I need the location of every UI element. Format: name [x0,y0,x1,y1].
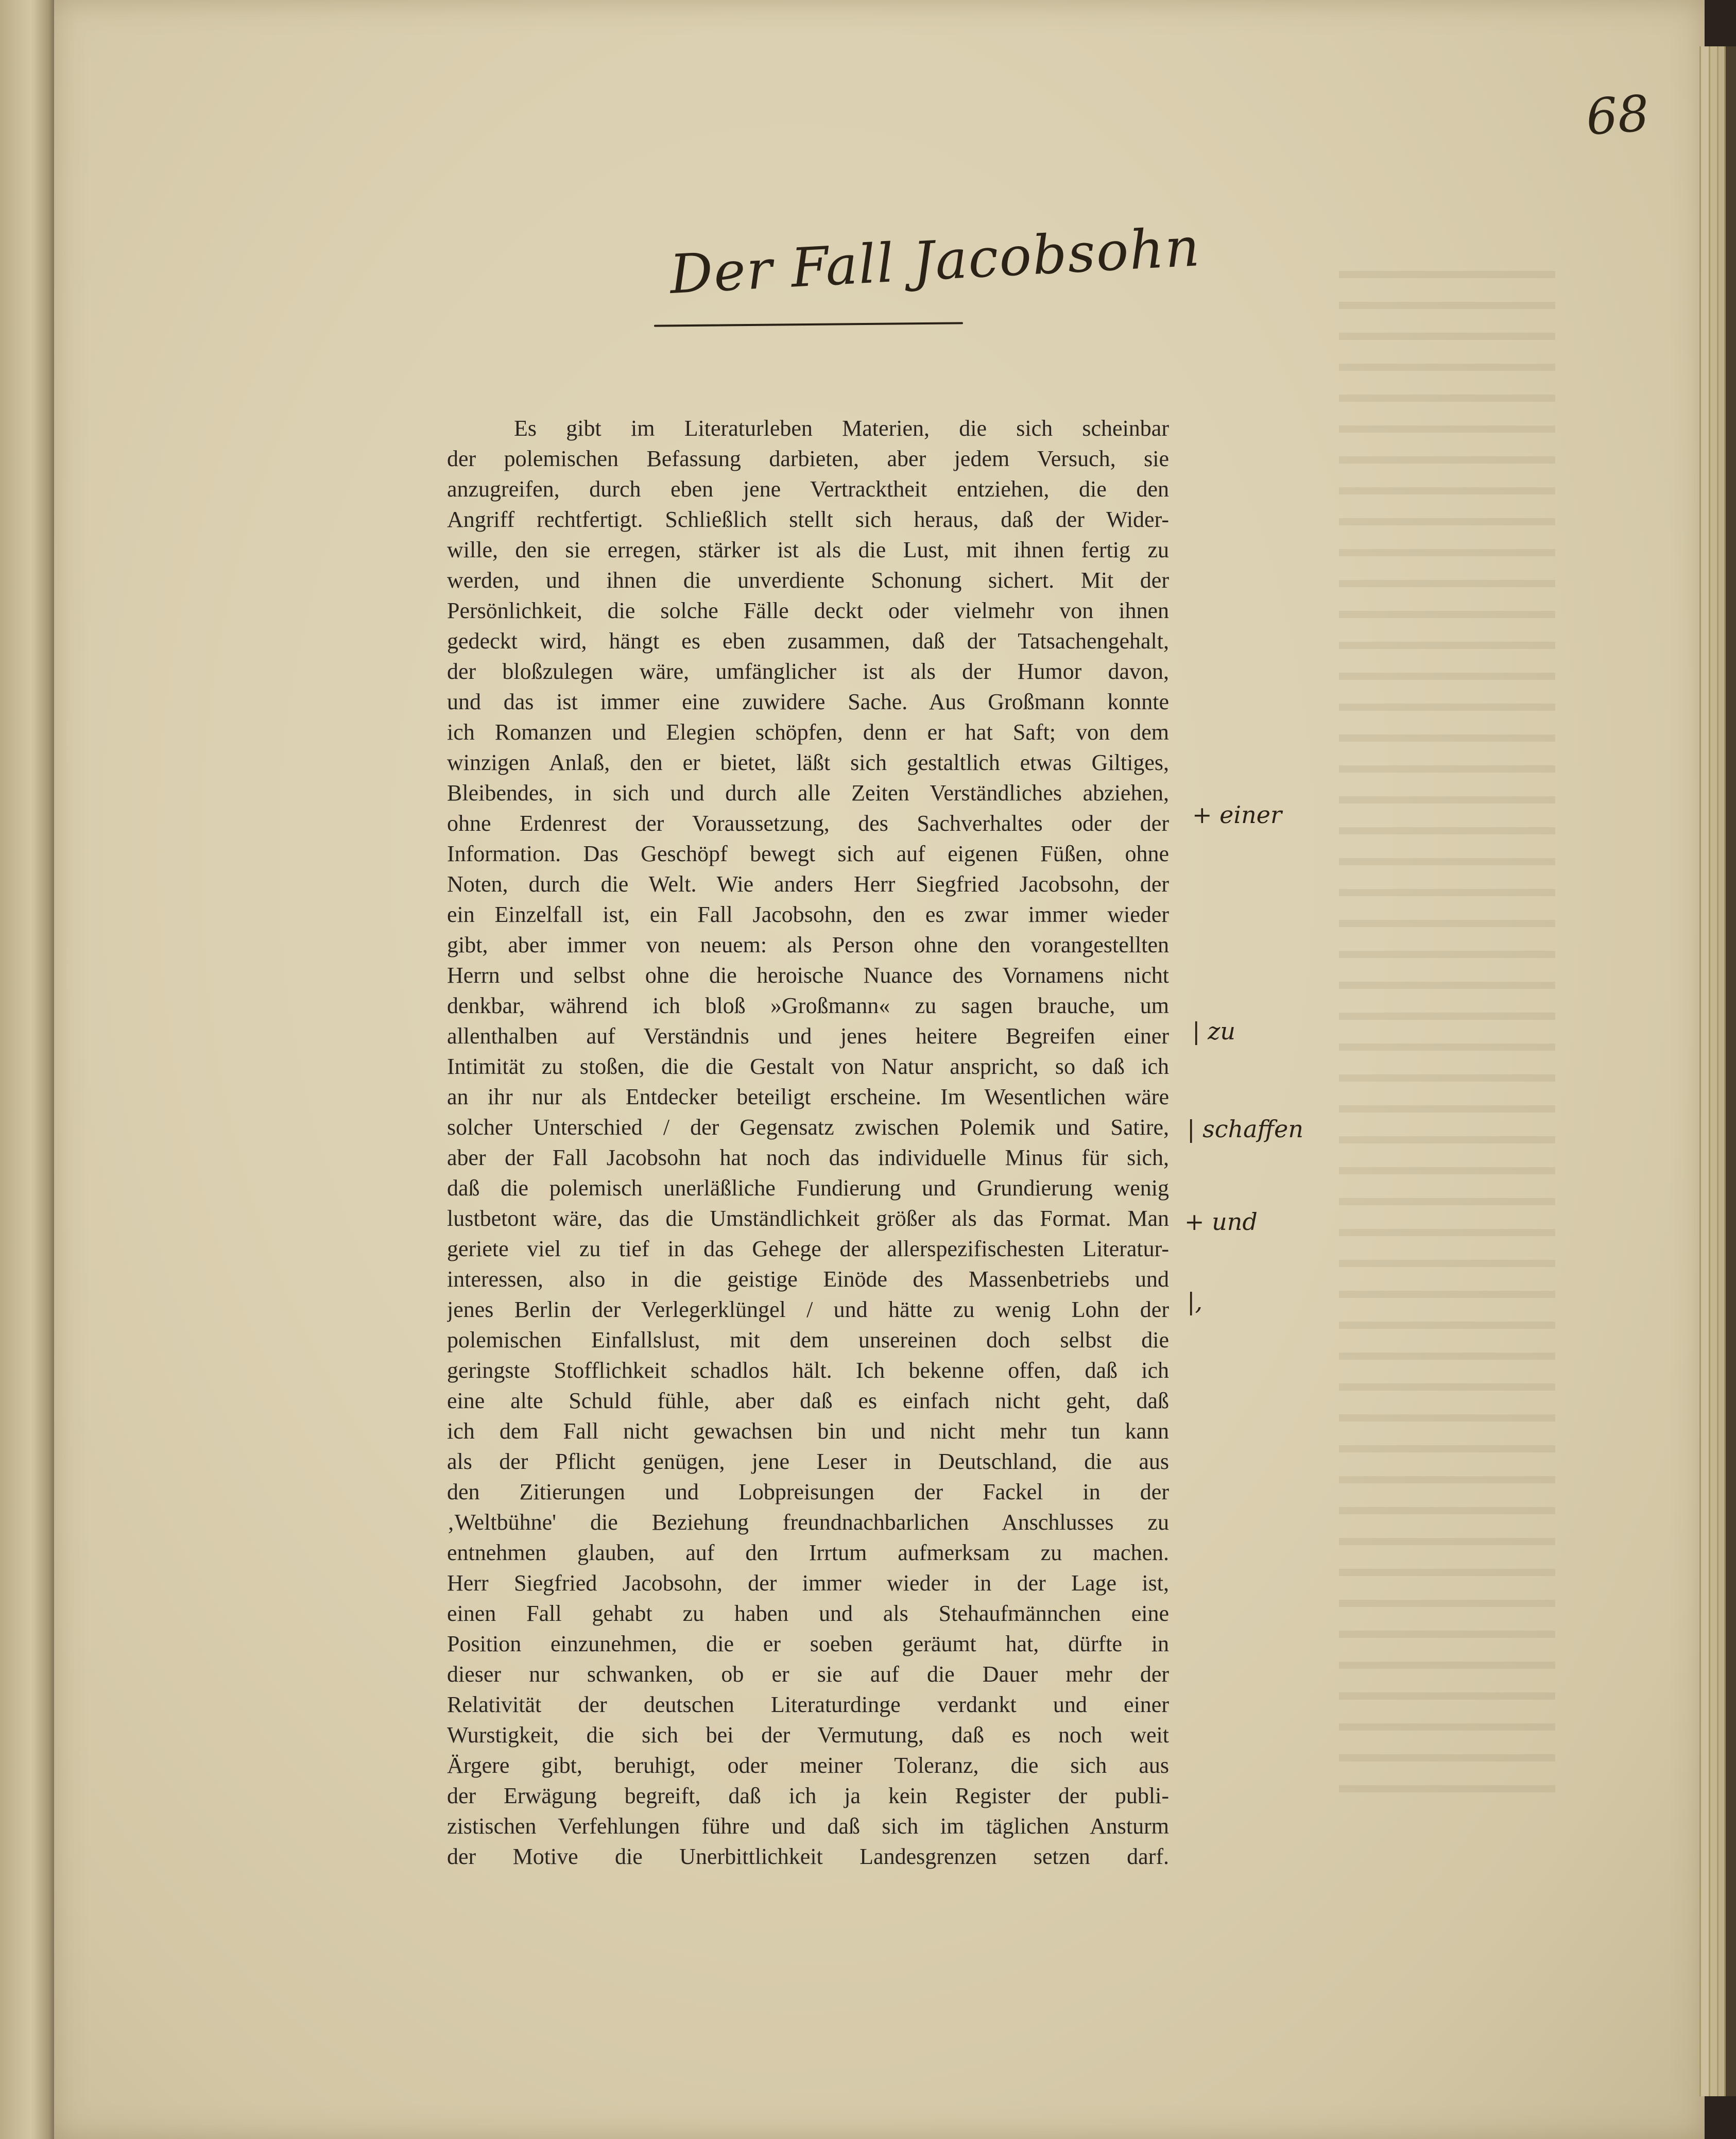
margin-note: + einer [1192,801,1282,829]
body-line: jenes Berlin der Verlegerklüngel / und hätte zu wenig Lohn der [447,1297,1169,1322]
body-line: polemischen Einfallslust, mit dem unsereinen doch selbst die [447,1327,1169,1353]
body-line: Wurstigkeit, die sich bei der Vermutung, daß es noch weit [447,1722,1169,1748]
binding-edge [0,0,57,2139]
margin-note: | zu [1192,1017,1235,1045]
body-line: als der Pflicht genügen, jene Leser in Deutschland, die aus [447,1449,1169,1474]
body-line: Relativität der deutschen Literaturdinge verdankt und einer [447,1692,1169,1717]
body-line: der Erwägung begreift, daß ich ja kein Register der publi- [447,1783,1169,1808]
body-line: Herrn und selbst ohne die heroische Nuance des Vornamens nicht [447,963,1169,988]
body-line: geringste Stofflichkeit schadlos hält. Ich bekenne offen, daß ich [447,1358,1169,1383]
body-line: wille, den sie erregen, stärker ist als die Lust, mit ihnen fertig zu [447,537,1169,562]
body-line: denkbar, während ich bloß »Großmann« zu sagen brauche, um [447,993,1169,1018]
body-line: ich Romanzen und Elegien schöpfen, denn er hat Saft; von dem [447,720,1169,745]
body-line: einen Fall gehabt zu haben und als Stehaufmännchen eine [447,1601,1169,1626]
body-line: Es gibt im Literaturleben Materien, die sich scheinbar [514,416,1169,441]
margin-note: + und [1184,1208,1258,1236]
handwritten-title: Der Fall Jacobsohn [668,215,1202,306]
bleed-through-text [1339,247,1555,1792]
body-line: daß die polemisch unerläßliche Fundierung und Grundierung wenig [447,1175,1169,1201]
body-line: winzigen Anlaß, den er bietet, läßt sich gestaltlich etwas Giltiges, [447,750,1169,775]
body-line: der Motive die Unerbittlichkeit Landesgrenzen setzen darf. [447,1844,1169,1869]
body-text [447,413,1169,1872]
body-line: Ärgere gibt, beruhigt, oder meiner Toleranz, die sich aus [447,1753,1169,1778]
margin-note: |, [1187,1288,1203,1315]
body-line: Persönlichkeit, die solche Fälle deckt oder vielmehr von ihnen [447,598,1169,623]
body-line: solcher Unterschied / der Gegensatz zwischen Polemik und Satire, [447,1115,1169,1140]
body-line: ohne Erdenrest der Voraussetzung, des Sachverhaltes oder der [447,811,1169,836]
body-line: Noten, durch die Welt. Wie anders Herr Siegfried Jacobsohn, der [447,871,1169,897]
body-line: aber der Fall Jacobsohn hat noch das individuelle Minus für sich, [447,1145,1169,1170]
body-line: zistischen Verfehlungen führe und daß sich im täglichen Ansturm [447,1813,1169,1839]
body-line: Information. Das Geschöpf bewegt sich auf eigenen Füßen, ohne [447,841,1169,866]
body-line: Position einzunehmen, die er soeben geräumt hat, dürfte in [447,1631,1169,1656]
body-line: allenthalben auf Verständnis und jenes heitere Begreifen einer [447,1023,1169,1049]
body-line: Intimität zu stoßen, die die Gestalt von Natur anspricht, so daß ich [447,1054,1169,1079]
body-line: Bleibendes, in sich und durch alle Zeiten Verständliches abziehen, [447,780,1169,806]
body-line: geriete viel zu tief in das Gehege der allerspezifischesten Literatur- [447,1236,1169,1261]
body-line: an ihr nur als Entdecker beteiligt erscheine. Im Wesentlichen wäre [447,1084,1169,1109]
body-line: und das ist immer eine zuwidere Sache. Aus Großmann konnte [447,689,1169,714]
body-line: gedeckt wird, hängt es eben zusammen, daß der Tatsachengehalt, [447,628,1169,654]
body-line: anzugreifen, durch eben jene Vertracktheit entziehen, die den [447,476,1169,502]
body-line: der polemischen Befassung darbieten, aber jedem Versuch, sie [447,446,1169,471]
body-line: werden, und ihnen die unverdiente Schonung sichert. Mit der [447,568,1169,593]
folio-number: 68 [1584,84,1651,147]
body-line: interessen, also in die geistige Einöde des Massenbetriebs und [447,1267,1169,1292]
body-line: dieser nur schwanken, ob er sie auf die Dauer mehr der [447,1662,1169,1687]
body-line: Herr Siegfried Jacobsohn, der immer wieder in der Lage ist, [447,1570,1169,1596]
body-line: den Zitierungen und Lobpreisungen der Fackel in der [447,1479,1169,1504]
margin-note: | schaffen [1187,1115,1303,1143]
body-line: Angriff rechtfertigt. Schließlich stellt sich heraus, daß der Wider- [447,507,1169,532]
body-line: ich dem Fall nicht gewachsen bin und nicht mehr tun kann [447,1418,1169,1444]
page-edge [1724,46,1736,2096]
body-line: entnehmen glauben, auf den Irrtum aufmerksam zu machen. [447,1540,1169,1565]
body-line: ‚Weltbühne' die Beziehung freundnachbarlichen Anschlusses zu [447,1510,1169,1535]
body-line: der bloßzulegen wäre, umfänglicher ist als der Humor davon, [447,659,1169,684]
body-line: ein Einzelfall ist, ein Fall Jacobsohn, den es zwar immer wieder [447,902,1169,927]
body-line: lustbetont wäre, das die Umständlichkeit größer als das Format. Man [447,1206,1169,1231]
body-line: eine alte Schuld fühle, aber daß es einfach nicht geht, daß [447,1388,1169,1413]
body-line: gibt, aber immer von neuem: als Person ohne den vorangestellten [447,932,1169,957]
